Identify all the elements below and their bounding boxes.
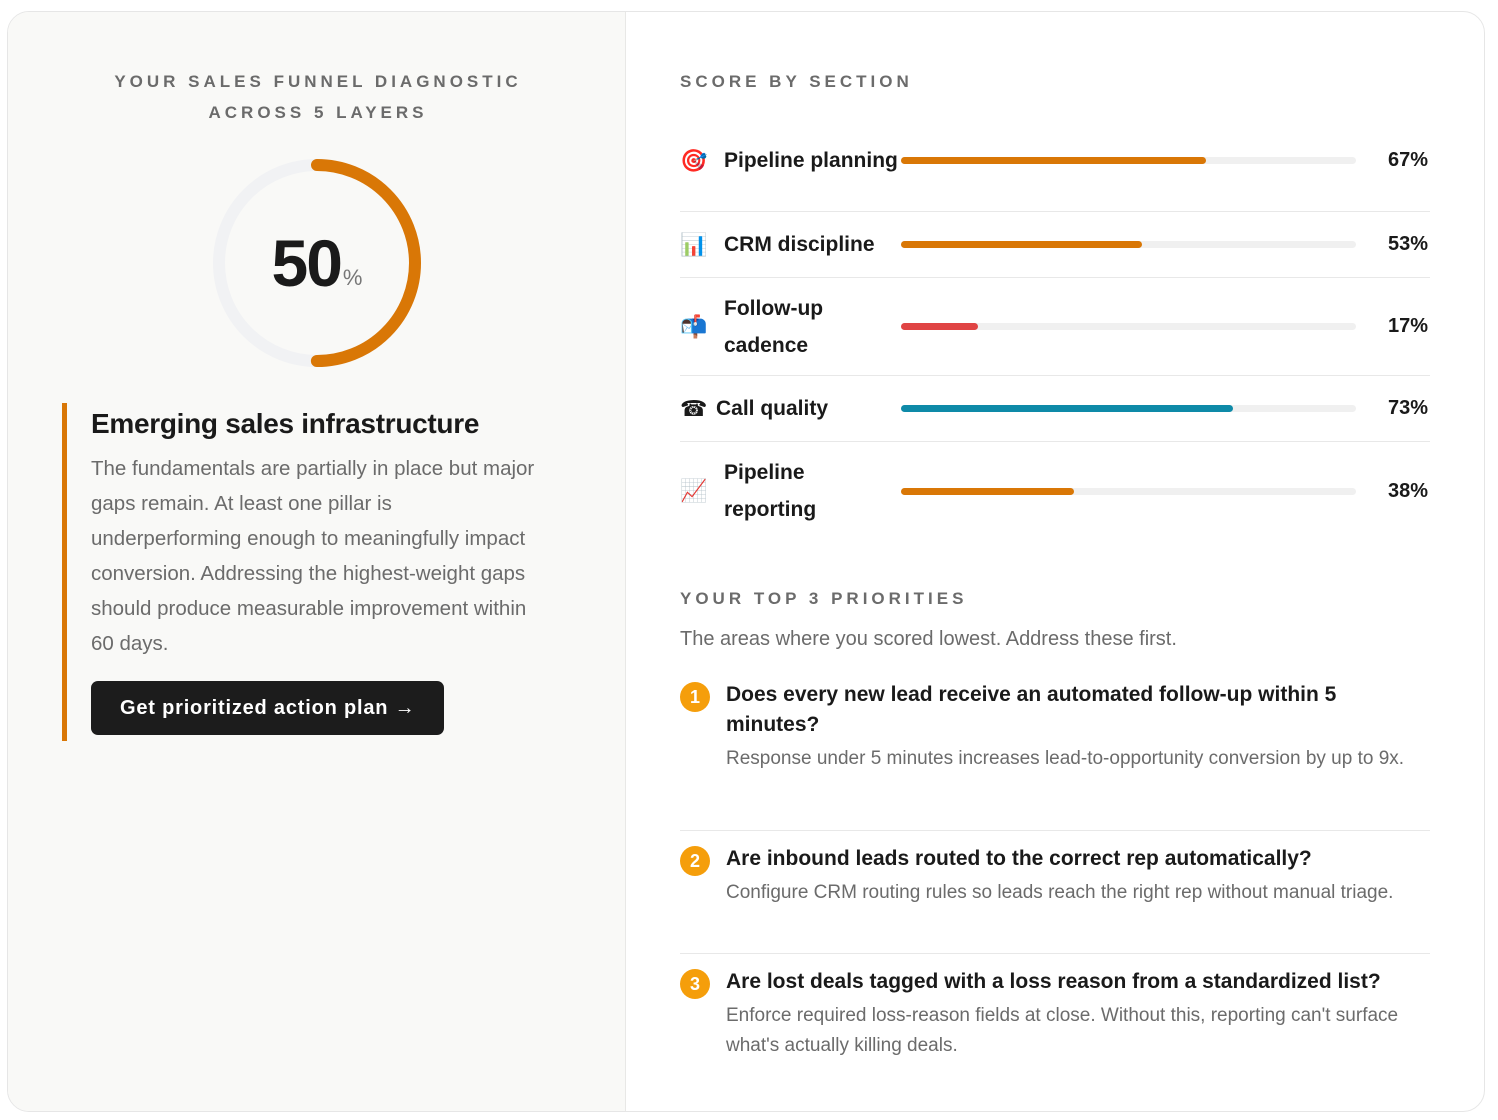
section-label: Pipeline reporting bbox=[724, 461, 817, 521]
progress-fill bbox=[901, 405, 1233, 412]
progress-track bbox=[901, 488, 1356, 495]
section-score-list bbox=[680, 110, 1430, 540]
section-percent: 67% bbox=[1387, 149, 1428, 171]
progress-fill bbox=[901, 241, 1142, 248]
bar-chart-icon: 📊 bbox=[680, 231, 708, 257]
progress-track bbox=[901, 323, 1356, 330]
priority-detail: Enforce required loss-reason fields at close. Without this, reporting can't surface what's actually killing deals. bbox=[726, 1005, 1399, 1056]
priority-item bbox=[680, 667, 1430, 831]
score-gauge bbox=[211, 157, 423, 369]
section-label: CRM discipline bbox=[724, 233, 875, 256]
diagnostic-title: YOUR SALES FUNNEL DIAGNOSTIC ACROSS 5 LAYERS bbox=[114, 72, 522, 122]
details-panel bbox=[626, 12, 1484, 1111]
priority-number-badge: 1 bbox=[680, 682, 710, 712]
section-row-pipeline-reporting bbox=[680, 442, 1430, 540]
chart-increasing-icon: 📈 bbox=[680, 478, 708, 503]
priority-number-badge: 2 bbox=[680, 846, 710, 876]
progress-fill bbox=[901, 157, 1206, 164]
section-label: Follow-up cadence bbox=[724, 296, 824, 357]
section-row-crm-discipline bbox=[680, 212, 1430, 278]
priority-question: Are inbound leads routed to the correct rep automatically? bbox=[726, 847, 1312, 870]
priority-number-badge: 3 bbox=[680, 969, 710, 999]
section-percent: 53% bbox=[1387, 233, 1428, 255]
verdict-description: The fundamentals are partially in place but major gaps remain. At least one pillar is underperforming enough to meaningfully impact conversion. Addressing the highest-weight gaps should produce measurable improvement within 60 days. bbox=[91, 457, 535, 655]
diagnostic-card bbox=[7, 11, 1485, 1112]
action-plan-button[interactable]: Get prioritized action plan → bbox=[91, 681, 444, 735]
progress-track bbox=[901, 405, 1356, 412]
priority-detail: Configure CRM routing rules so leads reach the right rep without manual triage. bbox=[726, 882, 1394, 903]
target-icon: 🎯 bbox=[680, 147, 708, 173]
section-label: Call quality bbox=[716, 397, 829, 420]
verdict-title: Emerging sales infrastructure bbox=[91, 408, 480, 439]
section-row-call-quality bbox=[680, 376, 1430, 442]
progress-fill bbox=[901, 323, 978, 330]
telephone-icon: ☎ bbox=[680, 395, 708, 421]
priority-question: Does every new lead receive an automated follow-up within 5 minutes? bbox=[726, 683, 1337, 736]
progress-fill bbox=[901, 488, 1074, 495]
priority-question: Are lost deals tagged with a loss reason from a standardized list? bbox=[726, 970, 1381, 993]
score-readout bbox=[211, 157, 423, 369]
section-row-pipeline-planning bbox=[680, 110, 1430, 212]
section-scores-heading: SCORE BY SECTION bbox=[680, 72, 913, 91]
score-value: 50 bbox=[271, 226, 341, 300]
progress-track bbox=[901, 157, 1356, 164]
section-percent: 17% bbox=[1387, 315, 1428, 337]
priority-detail: Response under 5 minutes increases lead-to-opportunity conversion by up to 9x. bbox=[726, 748, 1405, 769]
section-label: Pipeline planning bbox=[724, 149, 898, 172]
priority-item bbox=[680, 831, 1430, 954]
mailbox-icon: 📬 bbox=[680, 313, 708, 339]
score-unit: % bbox=[342, 265, 363, 290]
progress-track bbox=[901, 241, 1356, 248]
priority-item bbox=[680, 954, 1430, 1076]
section-row-follow-up-cadence bbox=[680, 278, 1430, 376]
priorities-heading: YOUR TOP 3 PRIORITIES bbox=[680, 589, 968, 608]
section-percent: 38% bbox=[1387, 479, 1428, 502]
summary-panel bbox=[8, 12, 626, 1111]
priority-list bbox=[680, 667, 1430, 1076]
priorities-subheading: The areas where you scored lowest. Address these first. bbox=[680, 628, 1177, 650]
section-percent: 73% bbox=[1387, 397, 1428, 419]
